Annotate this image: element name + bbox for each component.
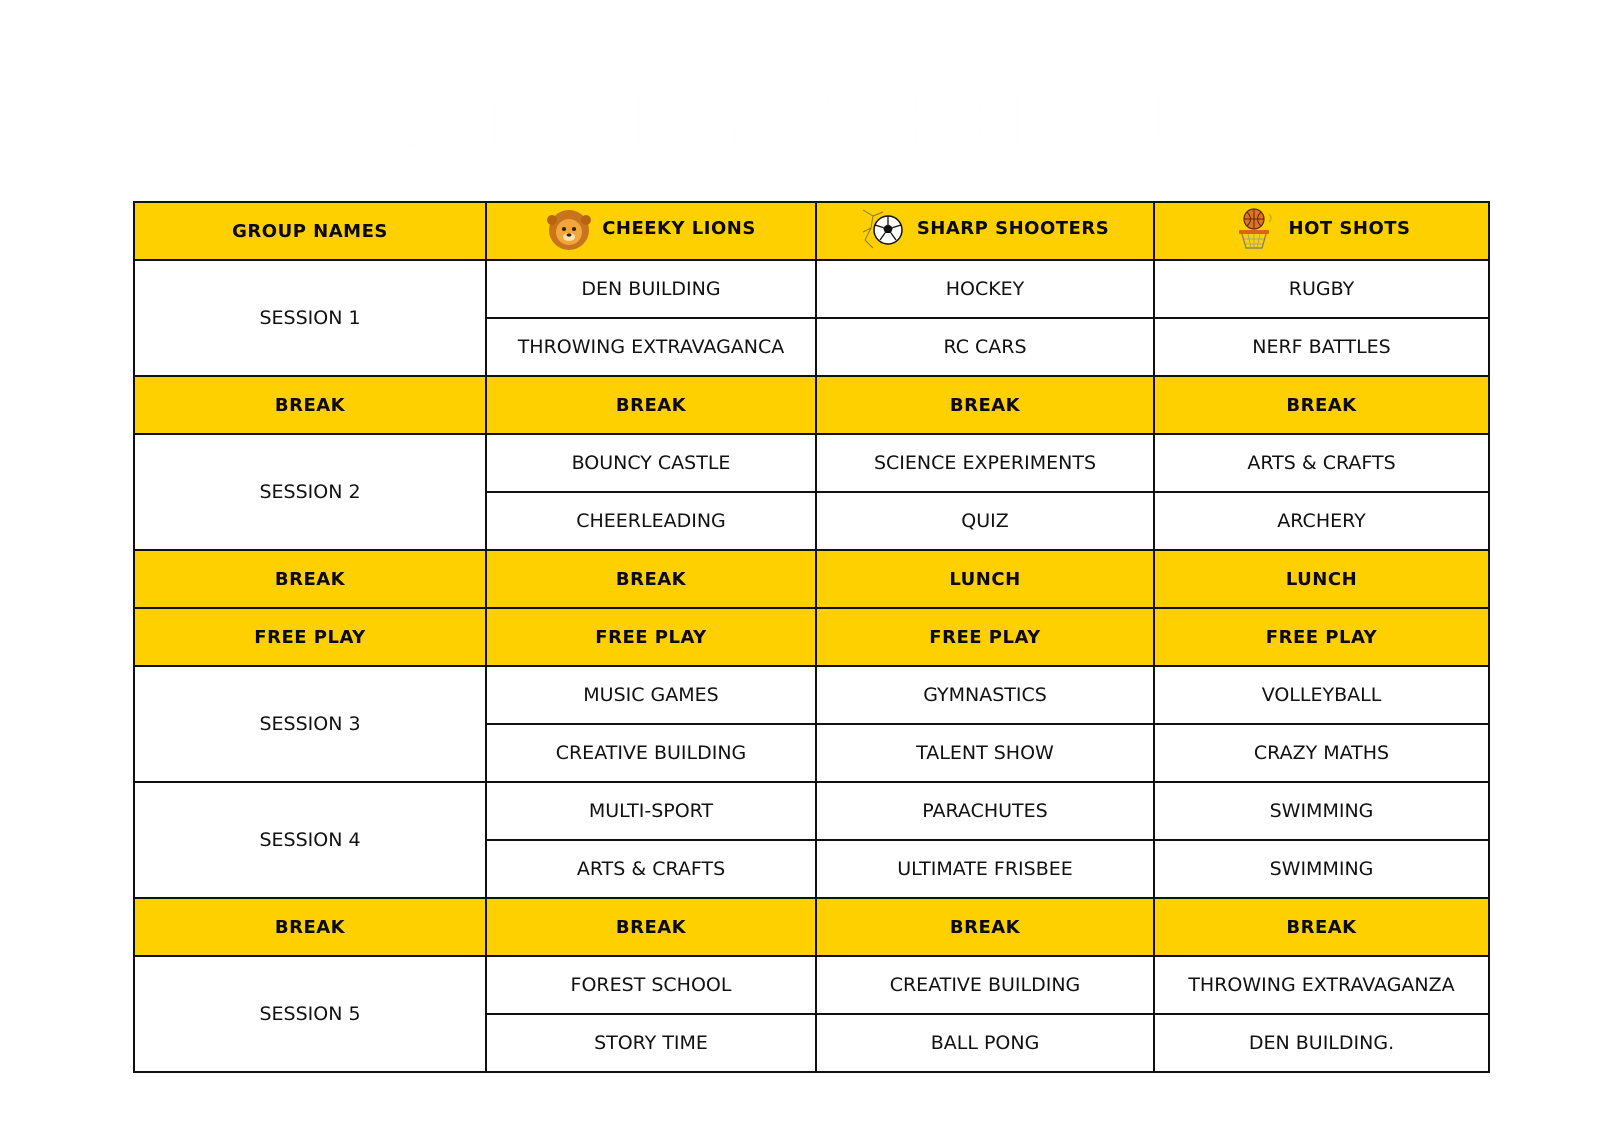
table-row	[134, 666, 1489, 724]
lunch-cell: LUNCH	[816, 550, 1154, 608]
activity-cell: RUGBY	[1154, 260, 1489, 318]
activity-cell: CREATIVE BUILDING	[816, 956, 1154, 1014]
activity-cell: STORY TIME	[486, 1014, 816, 1072]
activity-cell: RC CARS	[816, 318, 1154, 376]
activity-cell: FOREST SCHOOL	[486, 956, 816, 1014]
soccer-ball-icon	[861, 206, 907, 252]
break-cell: BREAK	[816, 376, 1154, 434]
table-row	[134, 782, 1489, 840]
break-cell: BREAK	[1154, 898, 1489, 956]
activity-cell: CRAZY MATHS	[1154, 724, 1489, 782]
group-name-hot-shots: HOT SHOTS	[1288, 218, 1411, 239]
break-cell: BREAK	[1154, 376, 1489, 434]
break-cell: BREAK	[486, 550, 816, 608]
activity-cell: BOUNCY CASTLE	[486, 434, 816, 492]
break-label: BREAK	[134, 376, 486, 434]
break-cell: BREAK	[486, 376, 816, 434]
group-names-header: GROUP NAMES	[134, 202, 486, 260]
break-cell: BREAK	[816, 898, 1154, 956]
lion-icon	[546, 206, 592, 252]
activity-cell: VOLLEYBALL	[1154, 666, 1489, 724]
session-label-3: SESSION 3	[134, 666, 486, 782]
table-row	[134, 434, 1489, 492]
break-row	[134, 898, 1489, 956]
activity-cell: QUIZ	[816, 492, 1154, 550]
page-title: ACTIVITY SCHEDULE	[361, 78, 1239, 164]
break-label: BREAK	[134, 550, 486, 608]
break-row	[134, 550, 1489, 608]
activity-cell: DEN BUILDING.	[1154, 1014, 1489, 1072]
lunch-cell: LUNCH	[1154, 550, 1489, 608]
activity-cell: ARCHERY	[1154, 492, 1489, 550]
activity-cell: SWIMMING	[1154, 840, 1489, 898]
session-label-4: SESSION 4	[134, 782, 486, 898]
session-label-2: SESSION 2	[134, 434, 486, 550]
activity-cell: THROWING EXTRAVAGANCA	[486, 318, 816, 376]
basketball-hoop-icon	[1233, 206, 1279, 252]
break-label: BREAK	[134, 898, 486, 956]
activity-schedule-table	[133, 201, 1490, 1073]
group-name-sharp-shooters: SHARP SHOOTERS	[916, 218, 1110, 239]
free-play-cell: FREE PLAY	[486, 608, 816, 666]
activity-cell: MUSIC GAMES	[486, 666, 816, 724]
session-label-1: SESSION 1	[134, 260, 486, 376]
activity-cell: PARACHUTES	[816, 782, 1154, 840]
free-play-cell: FREE PLAY	[1154, 608, 1489, 666]
activity-cell: ARTS & CRAFTS	[1154, 434, 1489, 492]
group-header-hot-shots	[1154, 202, 1489, 260]
activity-cell: MULTI-SPORT	[486, 782, 816, 840]
group-name-cheeky-lions: CHEEKY LIONS	[602, 218, 756, 239]
activity-cell: DEN BUILDING	[486, 260, 816, 318]
activity-cell: THROWING EXTRAVAGANZA	[1154, 956, 1489, 1014]
activity-cell: CHEERLEADING	[486, 492, 816, 550]
activity-cell: NERF BATTLES	[1154, 318, 1489, 376]
table-row	[134, 956, 1489, 1014]
group-header-sharp-shooters	[816, 202, 1154, 260]
activity-cell: ARTS & CRAFTS	[486, 840, 816, 898]
activity-cell: TALENT SHOW	[816, 724, 1154, 782]
activity-cell: SCIENCE EXPERIMENTS	[816, 434, 1154, 492]
free-play-row	[134, 608, 1489, 666]
session-label-5: SESSION 5	[134, 956, 486, 1072]
header-row	[134, 202, 1489, 260]
break-cell: BREAK	[486, 898, 816, 956]
activity-cell: BALL PONG	[816, 1014, 1154, 1072]
activity-cell: HOCKEY	[816, 260, 1154, 318]
activity-cell: SWIMMING	[1154, 782, 1489, 840]
activity-cell: GYMNASTICS	[816, 666, 1154, 724]
activity-cell: ULTIMATE FRISBEE	[816, 840, 1154, 898]
activity-cell: CREATIVE BUILDING	[486, 724, 816, 782]
table-row	[134, 260, 1489, 318]
break-row	[134, 376, 1489, 434]
free-play-label: FREE PLAY	[134, 608, 486, 666]
group-header-cheeky-lions	[486, 202, 816, 260]
free-play-cell: FREE PLAY	[816, 608, 1154, 666]
